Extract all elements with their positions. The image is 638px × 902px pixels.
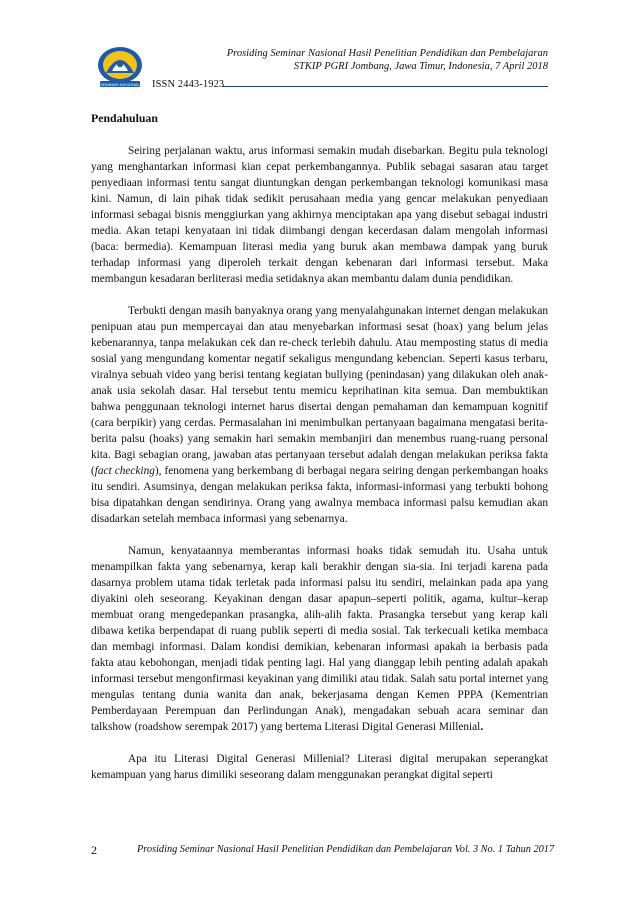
footer-citation: Prosiding Seminar Nasional Hasil Penelitian Pendidikan dan Pembelajaran Vol. 3 No. 1 Tahun 2017 [137, 844, 555, 855]
paragraph-3-bold-period: . [480, 721, 484, 733]
paragraph-1: Seiring perjalanan waktu, arus informasi semakin mudah disebarkan. Begitu pula teknologi yang menghantarkan informasi kian cepat perkembangannya. Publik sebagai sasaran atau target penyediaan informasi tentu sangat diuntungkan dengan perkembangan teknologi komunikasi masa kini. Namun, di lain pihak tidak sedikit perusahaan media yang gencar melakukan penyediaan informasi sebagai bisnis menggiurkan yang akhirnya menciptakan apa yang disebut sebagai industri media. Akan tetapi kenyataan ini tidak diimbangi dengan kecerdasan dalam mengolah informasi (baca: bermedia). Kemampuan literasi media yang buruk akan membawa dampak yang buruk terhadap informasi yang diperoleh terkait dengan kebenaran dari informasi tersebut. Maka membangun kesadaran berliterasi media setidaknya akan membantu dalam dunia pendidikan. [91, 145, 548, 285]
paragraph-2 [91, 303, 548, 527]
paragraph-4: Apa itu Literasi Digital Generasi Millenial? Literasi digital merupakan seperangkat kemampuan yang harus dimiliki seseorang dalam menggunakan perangkat digital seperti [91, 753, 548, 781]
proceedings-title: Prosiding Seminar Nasional Hasil Penelitian Pendidikan dan Pembelajaran [226, 48, 548, 59]
paragraph-2-italic-term: fact checking [94, 465, 155, 477]
proceedings-subtitle: STKIP PGRI Jombang, Jawa Timur, Indonesia, 7 April 2018 [293, 61, 548, 72]
paragraph-2-text-b: ), fenomena yang berkembang di berbagai negara seiring dengan perkembangan hoaks itu sendiri. Asumsinya, dengan melakukan periksa fakta, informasi-informasi yang terbukti bohong bisa dipatahkan dengan sendirinya. Orang yang awalnya membaca informasi palsu kemudian akan disadarkan setelah membaca informasi yang sebenarnya. [91, 465, 549, 525]
article-body [91, 110, 548, 783]
paragraph-3-text: Namun, kenyataannya memberantas informasi hoaks tidak semudah itu. Usaha untuk menampilkan fakta yang sebenarnya, kerap kali berakhir dengan sia-sia. Ini terjadi karena pada dasarnya problem utama tidak terletak pada informasi palsu itu sendiri, melainkan pada apa yang diyakini oleh seseorang. Keyakinan dengan dasar apapun–seperti politik, agama, kultur–kerap membuat orang mengedepankan prasangka, alih-alih fakta. Prasangka tersebut yang kerap kali dibawa ketika berpendapat di ruang publik seperti di media sosial. Tak terkecuali ketika membaca dan membagi informasi. Dalam kondisi demikian, kebenaran informasi apakah ia berbasis pada fakta atau kebohongan, menjadi tidak penting lagi. Hal yang dianggap lebih penting adalah apakah informasi tersebut mengonfirmasi keyakinan yang dimiliki atau tidak. Salah satu portal internet yang mengulas tentang dunia wanita dan anak, bekerjasama dengan Kemen PPPA (Kementrian Pemberdayaan Perempuan dan Perlindungan Anak), mengadakan sebuah acara seminar dan talkshow (roadshow serempak 2017) yang bertema Literasi Digital Generasi Millenial [91, 545, 548, 733]
paragraph-3 [91, 543, 548, 735]
proceedings-header [227, 47, 548, 73]
section-heading: Pendahuluan [91, 111, 158, 125]
issn-label: ISSN 2443-1923 [152, 79, 225, 90]
logo-text: SEMINAR NASIONAL [100, 82, 140, 87]
page-number: 2 [91, 843, 97, 857]
institution-emblem-icon [92, 43, 148, 91]
paragraph-2-text-a: Terbukti dengan masih banyaknya orang yang menyalahgunakan internet dengan melakukan penipuan atau pun mempercayai dan atau menyebarkan informasi sesat (hoax) yang belum jelas kebenarannya, tanpa melakukan cek dan re-check terlebih dahulu. Atau memposting status di media sosial yang mengundang komentar negatif sekaligus mengundang kebencian. Seperti kasus terbaru, viralnya sebuah video yang berisi tentang kegiatan bullying (penindasan) yang dilakukan oleh anak-anak usia sekolah dasar. Hal tersebut tentu memicu keprihatinan kita semua. Dan membuktikan bahwa penggunaan teknologi internet harus disertai dengan pemahaman dan kemampuan kognitif (cara berpikir) yang cerdas. Permasalahan ini menimbulkan pertanyaan bagaimana mengatasi berita-berita palsu (hoaks) yang semakin hari semakin membanjiri dan menembus ruang-ruang personal kita. Bagi sebagian orang, jawaban atas pertanyaan tersebut adalah dengan melakukan periksa fakta ( [91, 305, 548, 477]
header-divider [222, 86, 548, 87]
